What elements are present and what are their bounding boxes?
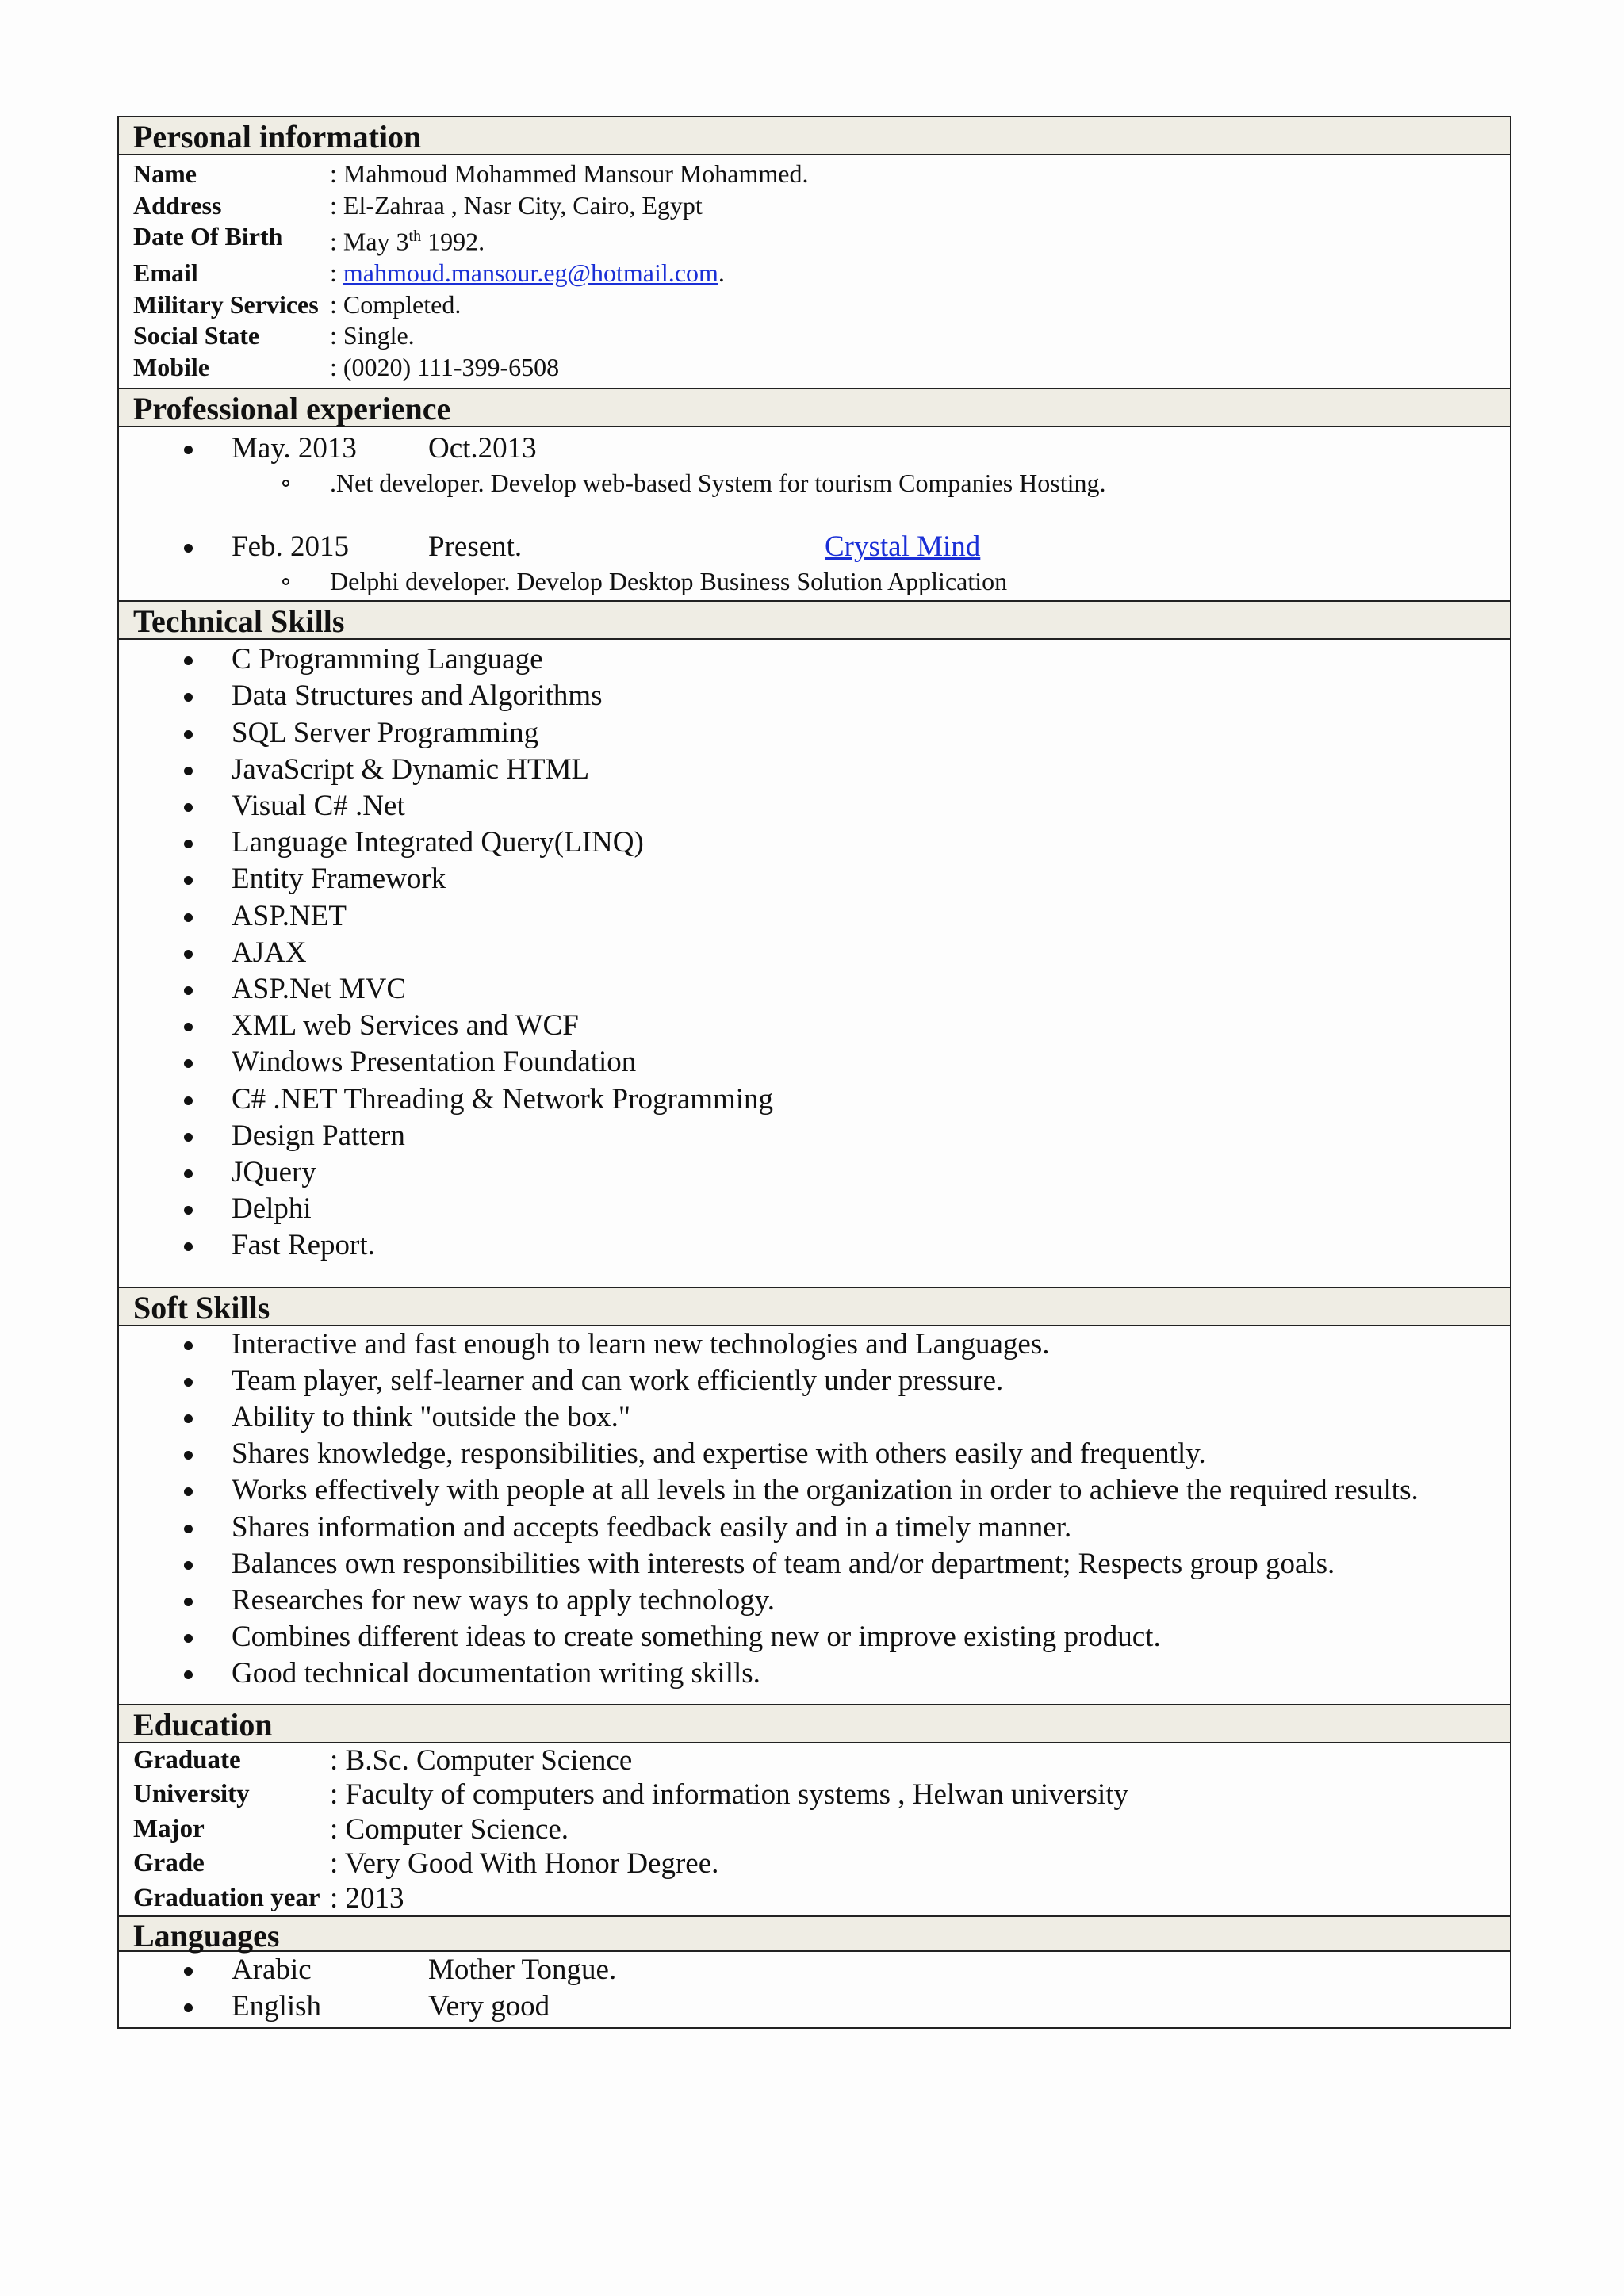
job-to: Present. [428, 530, 523, 564]
mobile-label: Mobile [133, 352, 209, 381]
mobile-row [119, 352, 1510, 384]
list-item: JavaScript & Dynamic HTML [119, 752, 1510, 788]
experience-heading: Professional experience [119, 389, 1510, 427]
dob-superscript: th [408, 228, 422, 245]
graduate-row [119, 1743, 1510, 1778]
soft-skills-list [119, 1326, 1510, 1693]
address-row [119, 190, 1510, 222]
list-item: Interactive and fast enough to learn new technologies and Languages. [119, 1326, 1510, 1363]
email-suffix: . [718, 258, 725, 288]
soft-skills-heading: Soft Skills [119, 1288, 1510, 1326]
military-value: : Completed. [330, 289, 462, 319]
list-item: C# .NET Threading & Network Programming [119, 1081, 1510, 1118]
job-description: Delphi developer. Develop Desktop Business Solution Application [119, 565, 1510, 597]
list-item: ASP.NET [119, 898, 1510, 935]
email-link[interactable]: mahmoud.mansour.eg@hotmail.com [343, 258, 718, 288]
personal-info-section [119, 155, 1510, 389]
social-row [119, 320, 1510, 352]
list-item: Ability to think "outside the box." [119, 1399, 1510, 1436]
graduation-year-row [119, 1881, 1510, 1916]
graduation-year-value: : 2013 [330, 1881, 404, 1915]
soft-skills-section [119, 1326, 1510, 1705]
job-description: .Net developer. Develop web-based System for tourism Companies Hosting. [119, 467, 1510, 499]
experience-section [119, 427, 1510, 602]
graduate-value: : B.Sc. Computer Science [330, 1743, 633, 1777]
list-item: XML web Services and WCF [119, 1008, 1510, 1044]
grade-value: : Very Good With Honor Degree. [330, 1847, 719, 1881]
list-item: Data Structures and Algorithms [119, 678, 1510, 714]
social-value: : Single. [330, 321, 415, 350]
list-item [119, 1988, 1510, 2025]
list-item: SQL Server Programming [119, 715, 1510, 752]
job-dates [119, 529, 1510, 565]
personal-info-heading: Personal information [119, 117, 1510, 155]
list-item [119, 1952, 1510, 1988]
company-link[interactable]: Crystal Mind [825, 530, 981, 564]
technical-skills-section [119, 640, 1510, 1288]
list-item: Visual C# .Net [119, 788, 1510, 825]
language-level: Very good [428, 1990, 550, 2023]
email-label: Email [133, 258, 198, 288]
grade-row [119, 1846, 1510, 1881]
technical-skills-heading: Technical Skills [119, 602, 1510, 640]
list-item: Researches for new ways to apply technology. [119, 1582, 1510, 1619]
list-item: Fast Report. [119, 1227, 1510, 1264]
email-prefix: : [330, 258, 343, 288]
graduate-label: Graduate [133, 1745, 241, 1774]
list-item: ASP.Net MVC [119, 971, 1510, 1008]
technical-skills-list [119, 641, 1510, 1264]
address-value: : El-Zahraa , Nasr City, Cairo, Egypt [330, 190, 703, 220]
name-label: Name [133, 159, 197, 188]
dob-value [330, 221, 1510, 258]
languages-list [119, 1952, 1510, 2025]
major-row [119, 1812, 1510, 1847]
list-item: Shares information and accepts feedback easily and in a timely manner. [119, 1510, 1510, 1546]
email-value [330, 258, 1510, 289]
dob-suffix: 1992. [421, 227, 485, 256]
list-item: Shares knowledge, responsibilities, and expertise with others easily and frequently. [119, 1436, 1510, 1472]
university-label: University [133, 1780, 250, 1809]
list-item: Balances own responsibilities with interests of team and/or department; Respects group goals. [119, 1546, 1510, 1582]
languages-heading: Languages [119, 1917, 1510, 1952]
list-item: Delphi [119, 1191, 1510, 1227]
list-item: C Programming Language [119, 641, 1510, 678]
list-item: Good technical documentation writing skills. [119, 1655, 1510, 1692]
languages-section [119, 1952, 1510, 2026]
list-item: Windows Presentation Foundation [119, 1044, 1510, 1081]
dob-label: Date Of Birth [133, 222, 283, 251]
list-item: AJAX [119, 935, 1510, 971]
education-section [119, 1743, 1510, 1918]
grade-label: Grade [133, 1849, 205, 1878]
list-item: JQuery [119, 1154, 1510, 1191]
military-row [119, 289, 1510, 321]
dob-prefix: : May 3 [330, 227, 409, 256]
list-item: Works effectively with people at all levels in the organization in order to achieve the required results. [119, 1472, 1510, 1509]
address-label: Address [133, 190, 222, 220]
university-row [119, 1777, 1510, 1812]
job-to: Oct.2013 [428, 432, 537, 465]
language-name: Arabic [232, 1954, 312, 1987]
list-item: Design Pattern [119, 1118, 1510, 1154]
email-row [119, 258, 1510, 289]
university-value: : Faculty of computers and information systems , Helwan university [330, 1778, 1129, 1812]
job-dates [119, 430, 1510, 467]
education-heading: Education [119, 1705, 1510, 1743]
military-label: Military Services [133, 289, 319, 319]
language-name: English [232, 1990, 322, 2023]
social-label: Social State [133, 321, 260, 350]
job-from: Feb. 2015 [232, 530, 349, 564]
name-row [119, 159, 1510, 190]
list-item: Combines different ideas to create something new or improve existing product. [119, 1619, 1510, 1655]
major-value: : Computer Science. [330, 1812, 569, 1846]
name-value: : Mahmoud Mohammed Mansour Mohammed. [330, 159, 809, 188]
dob-row [119, 221, 1510, 258]
list-item: Language Integrated Query(LINQ) [119, 825, 1510, 861]
job-from: May. 2013 [232, 432, 357, 465]
resume-table [117, 116, 1511, 2029]
list-item: Entity Framework [119, 861, 1510, 897]
mobile-value: : (0020) 111-399-6508 [330, 352, 560, 381]
major-label: Major [133, 1814, 205, 1843]
graduation-year-label: Graduation year [133, 1883, 320, 1912]
language-level: Mother Tongue. [428, 1954, 617, 1987]
list-item: Team player, self-learner and can work efficiently under pressure. [119, 1363, 1510, 1399]
